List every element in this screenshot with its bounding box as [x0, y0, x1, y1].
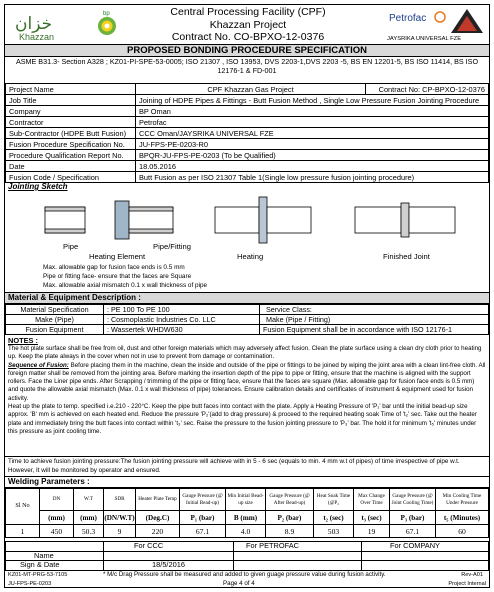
contract-number: Contract No. CO-BPXO-12-0376: [171, 31, 325, 43]
petrofac-jaysrika-logo: [385, 7, 485, 43]
notes-title: NOTES :: [8, 336, 38, 345]
welding-units-row: [6, 511, 489, 525]
time-to-pressure-note: Time to achieve fusion jointing pressure:The fusion jointing pressure will achieve with in 5 - 6 sec (equals to min. 4 mm w.t of pipes) of time irrespective of pipe w.t. However, It will be monitored by operator and ensured.: [5, 457, 489, 477]
info-value: Butt Fusion as per ISO 21307 Table 1(Single low pressure fusion jointing procedure): [136, 172, 489, 183]
welding-header-cell: DN: [40, 489, 74, 511]
jointing-sketch-title: Jointing Sketch: [8, 182, 68, 191]
finished-joint-bead: [401, 203, 409, 237]
sequence-of-fusion-label: Sequence of Fusion:: [8, 361, 69, 369]
project-title: Khazzan Project: [209, 18, 287, 31]
material-value: : PE 100 To PE 100: [104, 305, 260, 315]
welding-unit-cell: B (mm): [226, 511, 266, 525]
signoff-table: [5, 541, 489, 571]
info-row: [6, 150, 489, 161]
facility-title: Central Processing Facility (CPF): [170, 6, 326, 18]
info-label: Sub-Contractor (HDPE Butt Fusion): [6, 128, 136, 139]
welding-header-cell: Heater Plate Temp: [136, 489, 180, 511]
finished-joint-right: [409, 207, 455, 233]
welding-values-row: [6, 525, 489, 538]
welding-value-cell: 4.0: [226, 525, 266, 538]
info-label: Fusion Code / Specification: [6, 172, 136, 183]
company-sign-date: [362, 561, 489, 571]
welding-value-cell: 9: [104, 525, 136, 538]
heating-element-label: Heating Element: [89, 252, 146, 261]
logo-arabic-text: خزان: [15, 14, 53, 34]
footer-page-number: Page 4 of 4: [223, 580, 255, 587]
welding-header-cell: Gauge Pressure (@ Joint Cooling Time): [390, 489, 436, 511]
pipe-label: Pipe: [63, 242, 79, 251]
heating-label: Heating: [237, 252, 264, 261]
info-value: JU-FPS-PE-0203-R0: [136, 139, 489, 150]
info-value: 18.05.2016: [136, 161, 489, 172]
material-table: [5, 304, 489, 335]
welding-value-cell: 8.9: [266, 525, 314, 538]
fitting-collar-shape: [115, 201, 129, 239]
welding-value-cell: 1: [6, 525, 40, 538]
info-label: Job Title: [6, 95, 136, 106]
document-header: [5, 5, 489, 45]
welding-value-cell: 503: [314, 525, 354, 538]
material-label: Make (Pipe): [6, 315, 104, 325]
project-info-table: [5, 83, 489, 183]
material-label-2: Make (Pipe / Fitting): [260, 315, 489, 325]
petrofac-text: Petrofac: [389, 13, 427, 24]
welding-header-cell: W.T: [74, 489, 104, 511]
jaysrika-text: JAYSRIKA UNIVERSAL FZE: [387, 36, 462, 42]
info-value: CCC Oman/JAYSRIKA UNIVERSAL FZE: [136, 128, 489, 139]
welding-unit-cell: P₃ (bar): [390, 511, 436, 525]
pipe-fitting-label: Pipe/Fitting: [153, 242, 191, 251]
project-name-value: CPF Khazzan Gas Project: [136, 84, 366, 95]
welding-header-cell: Min Initial Bead-up size: [226, 489, 266, 511]
notes-paragraph: [8, 362, 486, 403]
info-row: [6, 106, 489, 117]
sketch-note: Pipe or fitting face- ensure that the faces are Square: [43, 273, 192, 280]
welding-unit-cell: P₁ (bar): [180, 511, 226, 525]
company-name-field: [362, 551, 489, 561]
ccc-sign-date: 18/5/2016: [104, 561, 234, 571]
project-name-row: [6, 84, 489, 95]
notes-section: [5, 335, 489, 457]
heating-element-plate: [259, 197, 267, 243]
welding-value-cell: 220: [136, 525, 180, 538]
material-section-title: Material & Equipment Description :: [5, 293, 489, 304]
material-value: : Cosmoplastic Industries Co. LLC: [104, 315, 260, 325]
welding-header-cell: Gauge Pressure (@ After Bead-up): [266, 489, 314, 511]
material-label: Fusion Equipment: [6, 325, 104, 335]
welding-parameters-title: Welding Parameters :: [5, 477, 489, 488]
info-value: Petrofac: [136, 117, 489, 128]
welding-header-cell: Max Change Over Time: [354, 489, 390, 511]
header-title-block: [135, 6, 361, 44]
footer-drag-note: * M/c Drag Pressure shall be measured and added to given guage pressure value during fusion activity.: [103, 571, 386, 578]
finished-joint-left: [355, 207, 401, 233]
info-row: [6, 172, 489, 183]
welding-header-cell: Gauge Pressure (@ Initial Bead-up): [180, 489, 226, 511]
info-row: [6, 128, 489, 139]
project-name-label: Project Name: [6, 84, 136, 95]
info-row: [6, 117, 489, 128]
info-row: [6, 139, 489, 150]
page-footer: [5, 571, 489, 589]
document-title: PROPOSED BONDING PROCEDURE SPECIFICATION: [5, 45, 489, 57]
material-row: [6, 305, 489, 315]
welding-header-cell: Heat Soak Time (@P₂: [314, 489, 354, 511]
petrofac-mark-icon: [435, 12, 445, 22]
heating-pipe-left: [215, 207, 259, 233]
welding-header-cell: SDR: [104, 489, 136, 511]
sketch-note: Max. allowable gap for fusion face ends is 0.5 mm: [43, 264, 185, 271]
material-row: [6, 315, 489, 325]
info-value: Joining of HDPE Pipes & Fittings - Butt Fusion Method , Single Low Pressure Fusion Jointing Procedure: [136, 95, 489, 106]
ccc-name-field: [104, 551, 234, 561]
footer-ref-2: JU-FPS-PE-0203: [8, 581, 52, 587]
footer-classification: Project Internal: [448, 581, 486, 587]
welding-value-cell: 60: [436, 525, 489, 538]
info-label: Fusion Procedure Specification No.: [6, 139, 136, 150]
logo-english-text: Khazzan: [19, 32, 55, 42]
welding-header-cell: Sl No: [6, 489, 40, 525]
welding-parameters-table: [5, 488, 489, 538]
welding-unit-cell: t₃ (sec): [354, 511, 390, 525]
signoff-date-row: [6, 561, 489, 571]
heating-pipe-right: [267, 207, 311, 233]
footer-ref-1: KZ01-MT-PRG-53-7105: [8, 572, 68, 578]
sign-date-label: Sign & Date: [6, 561, 104, 571]
welding-header-row: [6, 489, 489, 511]
signoff-name-row: [6, 551, 489, 561]
welding-unit-cell: (mm): [74, 511, 104, 525]
info-label: Procedure Qualification Report No.: [6, 150, 136, 161]
material-label: Material Specification: [6, 305, 104, 315]
material-value: : Wassertek WHDW630: [104, 325, 260, 335]
info-label: Company: [6, 106, 136, 117]
for-ccc-label: For CCC: [104, 542, 234, 552]
welding-value-cell: 450: [40, 525, 74, 538]
notes-paragraph: The hot plate surface shall be free from oil, dust and other foreign materials which may adversely affect fusion. Clean the plate surface using a clean dry cloth prior to heating up. Keep the plate always in the cover when not in use to prevent from damage or contamination.: [8, 345, 482, 361]
sequence-text: Before placing them in the machine, clean the inside and outside of the pipe or fittings to be joined by wiping the joint area with a clean lint-free cloth. All foreign matter shall be removed from the jointing area. Before marking the insertion depth of the pipe to pipe or fitting, ensure that the machine is aligned with the support rollers. Face the Liner pipe ends. After Scrapping / trimming of the pipe or fitting face, ensure that the faces are square (Max. allowable gap for fusion face ends is 0.5 mm) and quote the allowable axial mismatch (Max. 0.1 x wall thickness of pipe) tolerances. Ensure calibration details and certificates of instrument & equipment used for fusion activity.: [8, 361, 486, 402]
material-label-2: Service Class:: [260, 305, 489, 315]
name-label: Name: [6, 551, 104, 561]
notes-paragraph: Heat up the plate to temp. specified i.e.210 - 220°C. Keep the pipe butt faces into contact with the plate. Apply a Heating Pressure of 'P₁' bar until the initial bead-up size approx. 'B' mm is achieved on each heated end. Reduce the pressure 'P₂'(add to drag pressure) & proceed to the required heating soak Time of 't₂' sec. Take out the heater plate and immediately bring the butt faces into contact within 't₃' sec. Raise the pressure to the fusion jointing pressure to 'P₃' bar. The hold it for minimum 't₅' minutes under this pressure as joint cooling time.: [8, 403, 477, 435]
petrofac-sign-date: [234, 561, 362, 571]
welding-value-cell: 67.1: [390, 525, 436, 538]
welding-unit-cell: t₅ (Minutes): [436, 511, 489, 525]
signoff-header-row: [6, 542, 489, 552]
welding-unit-cell: (DN/W.T): [104, 511, 136, 525]
bp-text: bp: [103, 11, 110, 17]
welding-unit-cell: t₂ (sec): [314, 511, 354, 525]
footer-revision: Rev-A01: [461, 572, 483, 578]
info-value: BP Oman: [136, 106, 489, 117]
info-value: BPQR-JU-FPS-PE-0203 (To be Qualified): [136, 150, 489, 161]
info-row: [6, 95, 489, 106]
material-row: [6, 325, 489, 335]
welding-value-cell: 19: [354, 525, 390, 538]
standards-references: ASME B31.3- Section A328 ; KZ01-PI-SPE-53-0005; ISO 21307 , ISO 13953, DVS 2203-1,DVS 2203 -5, BS EN 12201-5, BS ISO 11414, BS ISO 12176-1 & FD-001: [15, 57, 479, 75]
welding-unit-cell: (mm): [40, 511, 74, 525]
info-label: Date: [6, 161, 136, 172]
for-company-label: For COMPANY: [362, 542, 489, 552]
welding-value-cell: 50.3: [74, 525, 104, 538]
for-petrofac-label: For PETROFAC: [234, 542, 362, 552]
contract-no-cell: Contract No: CP-BPXO-12-0376: [366, 84, 489, 95]
khazzan-bp-logo: [11, 9, 121, 43]
finished-joint-label: Finished Joint: [383, 252, 430, 261]
welding-header-cell: Min Cooling Time Under Pressure: [436, 489, 489, 511]
welding-unit-cell: P₂ (bar): [266, 511, 314, 525]
sketch-note: Max. allowable axial mismatch 0.1 x wall thickness of pipe: [43, 282, 208, 289]
petrofac-name-field: [234, 551, 362, 561]
document-page: [4, 4, 490, 588]
welding-unit-cell: (Deg.C): [136, 511, 180, 525]
jointing-sketch: [5, 193, 489, 293]
welding-value-cell: 67.1: [180, 525, 226, 538]
info-row: [6, 161, 489, 172]
info-label: Contractor: [6, 117, 136, 128]
material-label-2: Fusion Equipment shall be in accordance with ISO 12176-1: [260, 325, 489, 335]
